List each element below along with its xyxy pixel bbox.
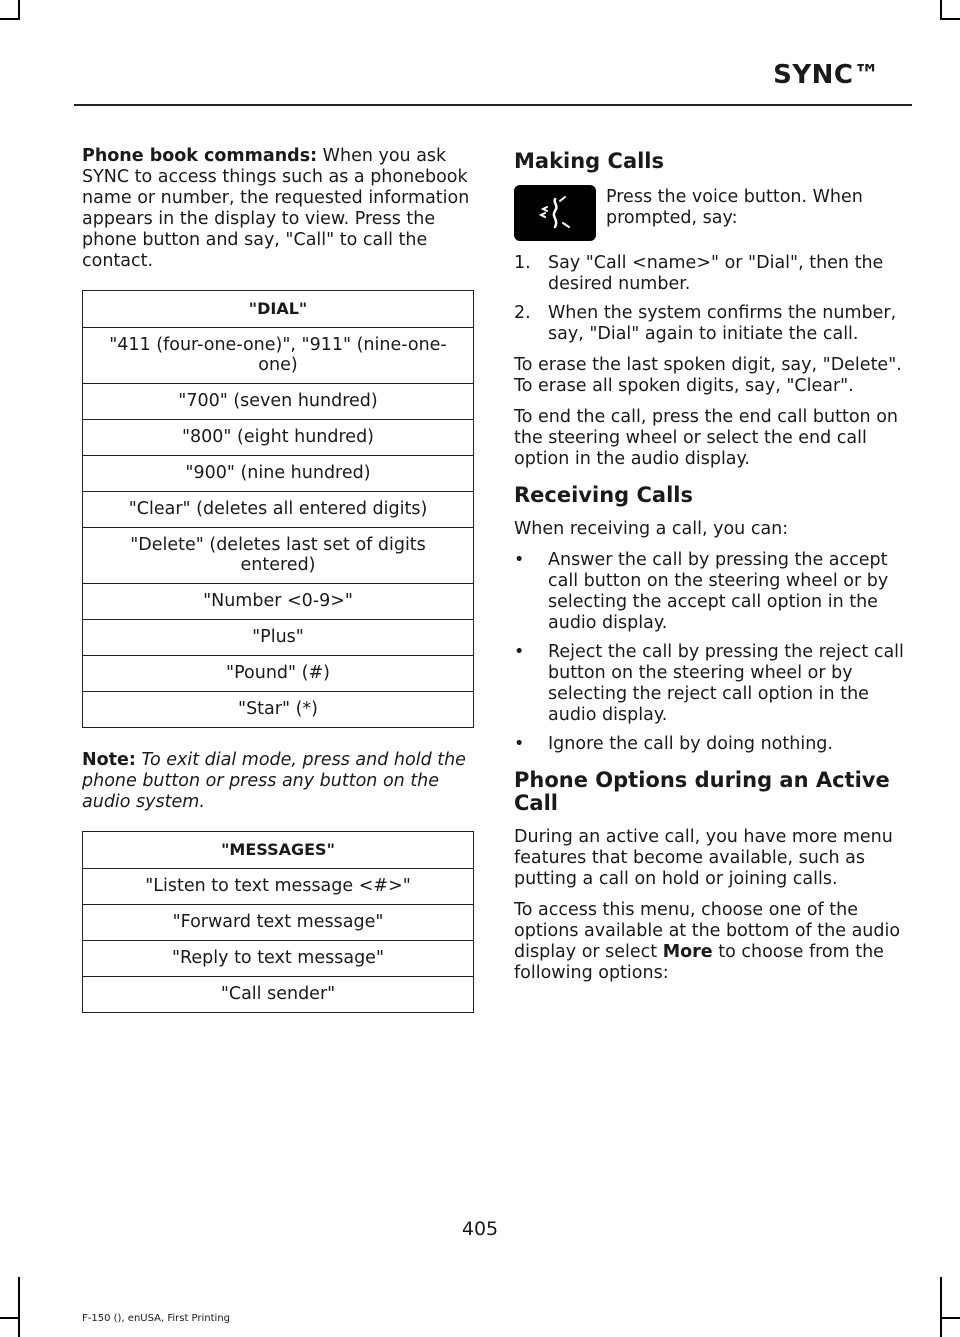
header-divider bbox=[74, 104, 912, 106]
list-item bbox=[514, 253, 908, 295]
bullet-text: Answer the call by pressing the accept call button on the steering wheel or by selecting the accept call option in the audio display. bbox=[548, 550, 889, 633]
receiving-options-list bbox=[514, 550, 908, 755]
bullet-text: Ignore the call by doing nothing. bbox=[548, 734, 833, 754]
left-column bbox=[82, 146, 474, 1035]
step-number: 1. bbox=[514, 253, 531, 273]
access-text: To access this menu, choose one of the options available at the bottom of the audio display or select bbox=[514, 900, 901, 962]
table-row: "Call sender" bbox=[83, 977, 474, 1013]
list-item bbox=[514, 303, 908, 345]
list-item bbox=[514, 550, 908, 634]
messages-commands-table bbox=[82, 831, 474, 1013]
note-paragraph bbox=[82, 750, 474, 813]
phonebook-label: Phone book commands: bbox=[82, 146, 318, 166]
access-text-end: to choose from the following options: bbox=[514, 942, 884, 983]
phone-options-heading: Phone Options during an Active Call bbox=[514, 768, 890, 815]
step-number: 2. bbox=[514, 303, 531, 323]
crop-mark bbox=[940, 1277, 942, 1337]
print-footer: F-150 (), enUSA, First Printing bbox=[82, 1313, 231, 1324]
crop-mark bbox=[940, 0, 942, 20]
dial-table-header: "DIAL" bbox=[83, 291, 474, 328]
list-item bbox=[514, 642, 908, 726]
messages-table-header: "MESSAGES" bbox=[83, 832, 474, 869]
access-paragraph bbox=[514, 900, 908, 984]
options-paragraph: During an active call, you have more menu features that become available, such as putting a call on hold or joining calls. bbox=[514, 827, 893, 889]
table-row: "Pound" (#) bbox=[83, 656, 474, 692]
phonebook-text: When you ask SYNC to access things such as a phonebook name or number, the requested information appears in the display to view. Press the phone button and say, "Call" to call the contact. bbox=[82, 146, 470, 271]
crop-mark bbox=[940, 18, 960, 20]
more-keyword: More bbox=[662, 942, 713, 962]
voice-button-icon bbox=[514, 185, 596, 241]
bullet: • bbox=[514, 550, 525, 570]
erase-paragraph: To erase the last spoken digit, say, "Delete". To erase all spoken digits, say, "Clear". bbox=[514, 355, 902, 396]
step-text: Say "Call <name>" or "Dial", then the desired number. bbox=[548, 253, 884, 294]
table-row: "700" (seven hundred) bbox=[83, 384, 474, 420]
table-row: "800" (eight hundred) bbox=[83, 420, 474, 456]
page-number: 405 bbox=[461, 1218, 499, 1240]
bullet: • bbox=[514, 734, 525, 754]
crop-mark bbox=[18, 1277, 20, 1337]
table-row: "Plus" bbox=[83, 620, 474, 656]
step-text: When the system confirms the number, say, "Dial" again to initiate the call. bbox=[548, 303, 897, 344]
making-calls-heading: Making Calls bbox=[514, 149, 665, 173]
table-row: "Forward text message" bbox=[83, 905, 474, 941]
note-text: To exit dial mode, press and hold the phone button or press any button on the audio system. bbox=[82, 750, 466, 812]
end-call-paragraph: To end the call, press the end call button on the steering wheel or select the end call option in the audio display. bbox=[514, 407, 899, 469]
bullet: • bbox=[514, 642, 525, 662]
table-row: "411 (four-one-one)", "911" (nine-one-one) bbox=[83, 328, 474, 384]
table-row: "Clear" (deletes all entered digits) bbox=[83, 492, 474, 528]
list-item bbox=[514, 734, 908, 755]
note-label: Note: bbox=[82, 750, 136, 770]
crop-mark bbox=[0, 1317, 20, 1319]
table-row: "Star" (*) bbox=[83, 692, 474, 728]
right-column bbox=[514, 146, 908, 994]
receiving-calls-heading: Receiving Calls bbox=[514, 483, 693, 507]
bullet-text: Reject the call by pressing the reject call button on the steering wheel or by selecting the reject call option in the audio display. bbox=[548, 642, 904, 725]
crop-mark bbox=[0, 18, 20, 20]
phonebook-paragraph bbox=[82, 146, 474, 272]
table-row: "Number <0-9>" bbox=[83, 584, 474, 620]
table-row: "Listen to text message <#>" bbox=[83, 869, 474, 905]
dial-commands-table bbox=[82, 290, 474, 728]
table-row: "Reply to text message" bbox=[83, 941, 474, 977]
table-row: "Delete" (deletes last set of digits entered) bbox=[83, 528, 474, 584]
table-row: "900" (nine hundred) bbox=[83, 456, 474, 492]
crop-mark bbox=[18, 0, 20, 20]
voice-instruction bbox=[514, 185, 908, 241]
receiving-intro: When receiving a call, you can: bbox=[514, 519, 789, 539]
section-title: SYNC™ bbox=[773, 60, 880, 90]
voice-prompt: Press the voice button. When prompted, say: bbox=[606, 187, 863, 228]
crop-mark bbox=[940, 1317, 960, 1319]
call-steps-list bbox=[514, 253, 908, 345]
